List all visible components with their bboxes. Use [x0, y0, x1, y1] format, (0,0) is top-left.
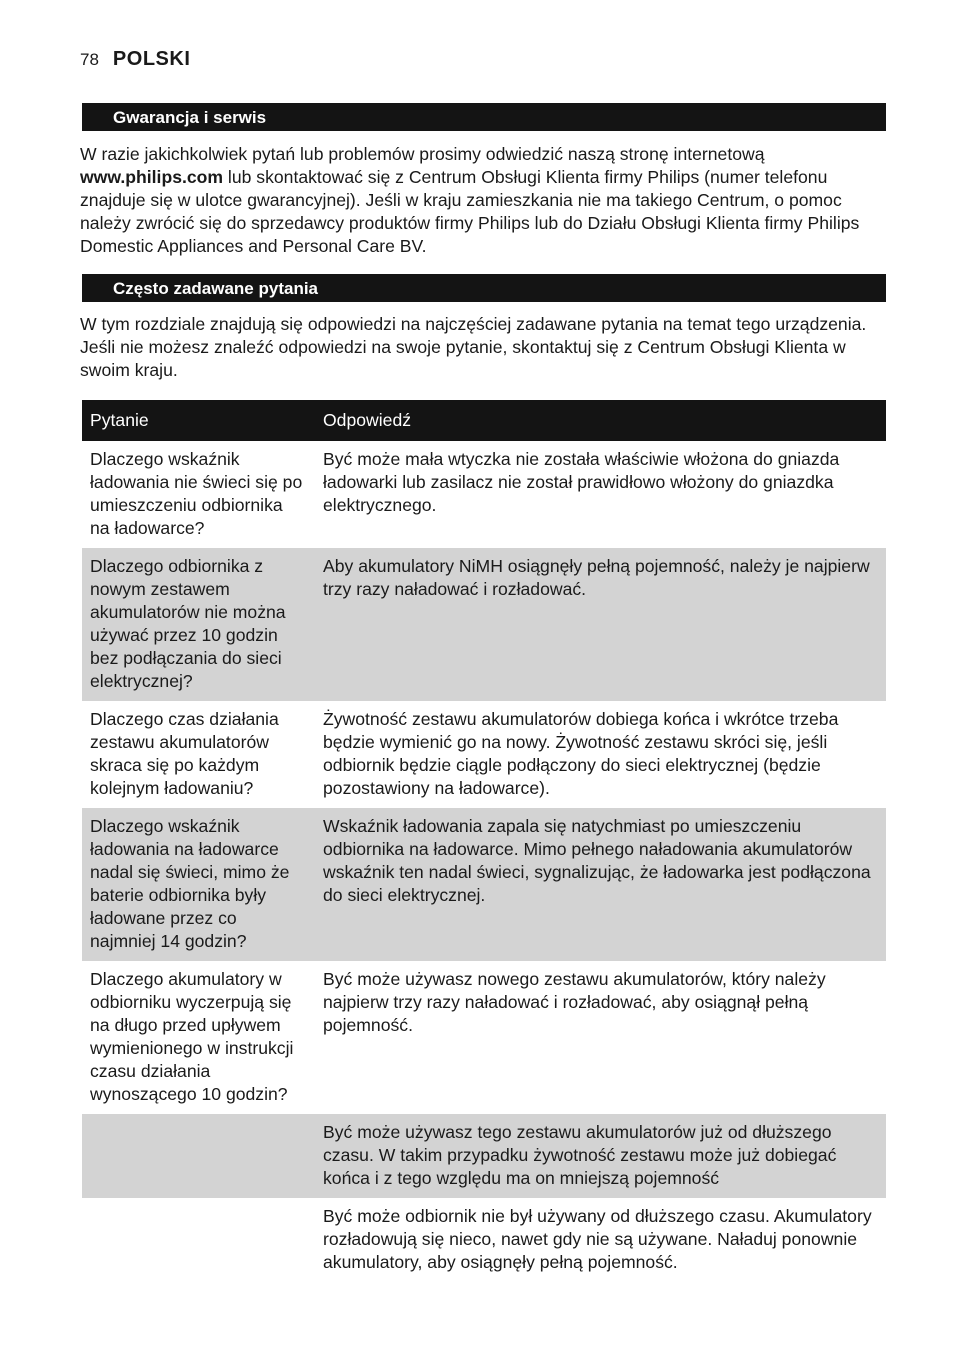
- section-title-faq: Często zadawane pytania: [82, 274, 886, 302]
- section-title-warranty: Gwarancja i serwis: [82, 103, 886, 131]
- answer-cell: Żywotność zestawu akumulatorów dobiega końca i wkrótce trzeba będzie wymienić go na nowy. Żywotność zestawu skróci się, jeśli odbiornik będzie ciągle podłączony do sieci elektrycznej (będzie pozostawiony na ładowarce).: [314, 701, 886, 808]
- table-row: [82, 961, 886, 1114]
- page-header: [80, 48, 190, 74]
- answer-cell: Wskaźnik ładowania zapala się natychmiast po umieszczeniu odbiornika na ładowarce. Mimo pełnego naładowania akumulatorów wskaźnik ten nadal świeci, sygnalizując, że ładowarka jest podłączona do sieci elektrycznej.: [314, 808, 886, 961]
- warranty-paragraph: [80, 143, 890, 258]
- warranty-text-end: lub skontaktować się z Centrum Obsługi Klienta firmy Philips (numer telefonu znajduje się w ulotce gwarancyjnej). Jeśli w kraju zamieszkania nie ma takiego Centrum, o pomoc należy zwrócić się do sprzedawcy produktów firmy Philips lub do Działu Obsługi Klienta firmy Philips Domestic Appliances and Personal Care BV.: [80, 167, 860, 256]
- answer-cell: Być może odbiornik nie był używany od dłuższego czasu. Akumulatory rozładowują się nieco, nawet gdy nie są używane. Naładuj ponownie akumulatory, aby osiągnęły pełną pojemność.: [314, 1198, 886, 1282]
- faq-table-header: [82, 400, 886, 441]
- table-row: [82, 1114, 886, 1198]
- question-cell: Dlaczego wskaźnik ładowania na ładowarce nadal się świeci, mimo że baterie odbiornika były ładowane przez co najmniej 14 godzin?: [82, 808, 314, 961]
- table-row: [82, 701, 886, 808]
- philips-website-link[interactable]: www.philips.com: [80, 167, 224, 187]
- question-cell: [82, 1198, 314, 1282]
- question-cell: [82, 1114, 314, 1198]
- language-label: POLSKI: [112, 48, 191, 70]
- table-row: [82, 548, 886, 701]
- faq-table: [82, 400, 886, 1282]
- column-header-question: Pytanie: [82, 400, 314, 441]
- answer-cell: Być może używasz tego zestawu akumulatorów już od dłuższego czasu. W takim przypadku żywotność zestawu może już dobiegać końca i z tego względu ma on mniejszą pojemność: [314, 1114, 886, 1198]
- answer-cell: Aby akumulatory NiMH osiągnęły pełną pojemność, należy je najpierw trzy razy naładować i rozładować.: [314, 548, 886, 701]
- question-cell: Dlaczego odbiornika z nowym zestawem akumulatorów nie można używać przez 10 godzin bez podłączania do sieci elektrycznej?: [82, 548, 314, 701]
- table-row: [82, 1198, 886, 1282]
- warranty-text-start: W razie jakichkolwiek pytań lub problemów prosimy odwiedzić naszą stronę internetową: [80, 144, 765, 164]
- column-header-answer: Odpowiedź: [314, 400, 886, 441]
- question-cell: Dlaczego akumulatory w odbiorniku wyczerpują się na długo przed upływem wymienionego w instrukcji czasu działania wynoszącego 10 godzin?: [82, 961, 314, 1114]
- table-row: [82, 808, 886, 961]
- table-row: [82, 441, 886, 548]
- answer-cell: Być może mała wtyczka nie została właściwie włożona do gniazda ładowarki lub zasilacz nie został prawidłowo włożony do gniazdka elektrycznego.: [314, 441, 886, 548]
- question-cell: Dlaczego wskaźnik ładowania nie świeci się po umieszczeniu odbiornika na ładowarce?: [82, 441, 314, 548]
- page-number: 78: [80, 50, 99, 69]
- faq-intro-paragraph: W tym rozdziale znajdują się odpowiedzi na najczęściej zadawane pytania na temat tego urządzenia. Jeśli nie możesz znaleźć odpowiedzi na swoje pytanie, skontaktuj się z Centrum Obsługi Klienta w swoim kraju.: [80, 314, 867, 380]
- answer-cell: Być może używasz nowego zestawu akumulatorów, który należy najpierw trzy razy naładować i rozładować, aby osiągnął pełną pojemność.: [314, 961, 886, 1114]
- question-cell: Dlaczego czas działania zestawu akumulatorów skraca się po każdym kolejnym ładowaniu?: [82, 701, 314, 808]
